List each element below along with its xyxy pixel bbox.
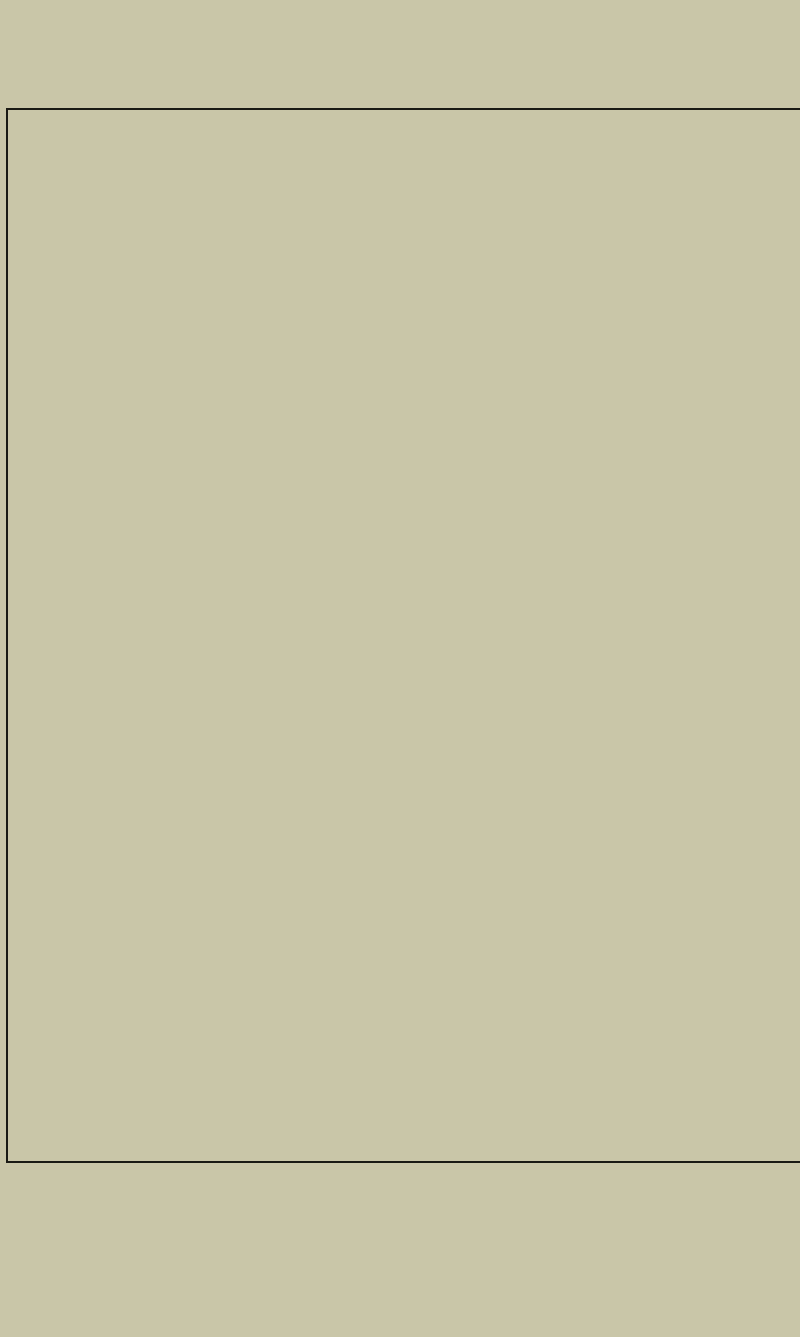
- report-table-frame: [6, 108, 800, 1163]
